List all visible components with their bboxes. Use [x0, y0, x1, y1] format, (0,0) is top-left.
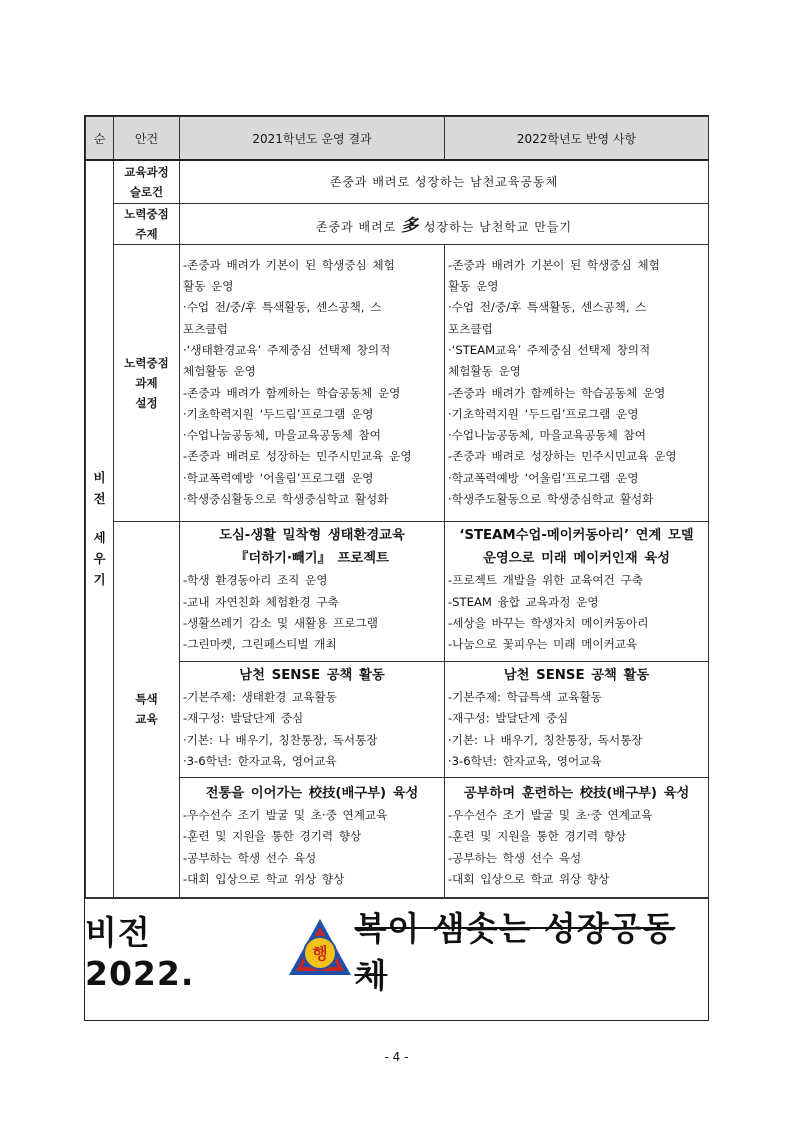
- label-line: 교육: [135, 712, 158, 726]
- task-line: ·학교폭력예방 ‘어울림’프로그램 운영: [448, 470, 639, 485]
- task-line: ·수업나눔공동체, 마을교육공동체 참여: [183, 428, 381, 443]
- block-item: -공부하는 학생 선수 육성: [448, 850, 582, 865]
- block-item: -공부하는 학생 선수 육성: [183, 850, 317, 865]
- label-line: 슬로건: [129, 184, 164, 199]
- special-block1-2021: [180, 521, 445, 661]
- task-line: ·수업 전/중/후 특색활동, 센스공책, 스: [448, 300, 647, 315]
- block-title: 남천 SENSE 공책 활동: [239, 667, 385, 683]
- block-item: -기본주제: 학급특색 교육활동: [448, 689, 602, 704]
- emblem-char: 행: [311, 943, 328, 963]
- special-row-3: [86, 777, 709, 897]
- block-item: -우수선수 조기 발굴 및 초·중 연계교육: [183, 807, 388, 822]
- block-title: 『더하기·빼기』 프로젝트: [235, 551, 389, 567]
- task-line: 체험활동 운영: [183, 364, 256, 379]
- vision-char: 비: [93, 470, 106, 486]
- task-row: [86, 244, 709, 521]
- task-2021: [180, 244, 445, 521]
- block-item: -재구성: 발달단계 중심: [448, 711, 569, 726]
- block-title: 운영으로 미래 메이커인재 육성: [483, 551, 670, 567]
- block-item: ·3-6학년: 한자교육, 영어교육: [183, 753, 337, 768]
- task-line: -존중과 배려로 성장하는 민주시민교육 운영: [448, 449, 677, 464]
- block-item: ·기본: 나 배우기, 칭찬통장, 독서통장: [183, 732, 378, 747]
- block-item: ·3-6학년: 한자교육, 영어교육: [448, 753, 602, 768]
- special-row-2: [86, 661, 709, 777]
- task-line: ·‘STEAM교육’ 주제중심 선택제 창의적: [448, 342, 651, 357]
- header-2021: 2021학년도 운영 결과: [180, 117, 445, 161]
- block-item: -STEAM 융합 교육과정 운영: [448, 594, 599, 609]
- label-line: 특색: [135, 692, 158, 706]
- block-item: -재구성: 발달단계 중심: [183, 711, 304, 726]
- vision-char: 기: [93, 572, 106, 588]
- label-line: 노력중점: [124, 206, 169, 221]
- task-line: ·기초학력지원 ‘두드림’프로그램 운영: [448, 406, 639, 421]
- block-item: -대회 입상으로 학교 위상 향상: [183, 871, 345, 886]
- label-line: 노력중점: [124, 355, 169, 370]
- block-item: -기본주제: 생태환경 교육활동: [183, 689, 337, 704]
- plan-table: [85, 116, 709, 898]
- task-line: -존중과 배려로 성장하는 민주시민교육 운영: [183, 449, 412, 464]
- vision-label-cell: [86, 160, 114, 897]
- header-2022: 2022학년도 반영 사항: [445, 117, 709, 161]
- page-number: - 4 -: [384, 1050, 409, 1064]
- task-line: 활동 운영: [448, 279, 499, 294]
- task-line: ·학생주도활동으로 학생중심학교 활성화: [448, 491, 654, 506]
- focus-row: [86, 203, 709, 244]
- focus-highlight: 多: [401, 216, 420, 236]
- block-item: -학생 환경동아리 조직 운영: [183, 573, 328, 588]
- task-line: -존중과 배려가 기본이 된 학생중심 체험: [448, 257, 660, 272]
- block-item: -우수선수 조기 발굴 및 초·중 연계교육: [448, 807, 653, 822]
- task-line: 활동 운영: [183, 279, 234, 294]
- block-title: ‘STEAM수업-메이커동아리’ 연계 모델: [459, 528, 694, 544]
- header-agenda: 안건: [114, 117, 180, 161]
- task-line: 체험활동 운영: [448, 364, 521, 379]
- block-item: -나눔으로 꽃피우는 미래 메이커교육: [448, 637, 638, 652]
- footer-text-left: 비전 2022.: [85, 912, 195, 993]
- block-item: ·기본: 나 배우기, 칭찬통장, 독서통장: [448, 732, 643, 747]
- task-2022: [445, 244, 709, 521]
- task-line: ·기초학력지원 ‘두드림’프로그램 운영: [183, 406, 374, 421]
- footer-text-right: 복이 샘솟는 성장공동체: [354, 908, 676, 995]
- special-block3-2021: [180, 777, 445, 897]
- task-line: ·수업 전/중/후 특색활동, 센스공책, 스: [183, 300, 382, 315]
- document-table-frame: [84, 115, 709, 1021]
- special-row-1: [86, 521, 709, 661]
- label-line: 설정: [135, 395, 158, 410]
- task-line: 포츠클럽: [448, 321, 493, 336]
- task-line: ·‘생태환경교육’ 주제중심 선택제 창의적: [183, 342, 391, 357]
- block-title: 공부하며 훈련하는 校技(배구부) 육성: [463, 785, 690, 801]
- task-line: ·학교폭력예방 ‘어울림’프로그램 운영: [183, 470, 374, 485]
- block-item: -그린마켓, 그린페스티벌 개최: [183, 637, 337, 652]
- task-label: [114, 244, 180, 521]
- special-block3-2022: [445, 777, 709, 897]
- label-line: 주제: [135, 226, 158, 241]
- special-label: [114, 521, 180, 897]
- vision-char: 우: [93, 551, 106, 567]
- vision-char: 전: [93, 491, 106, 507]
- slogan-row: [86, 160, 709, 203]
- block-title: 남천 SENSE 공책 활동: [503, 667, 650, 683]
- label-line: 교육과정: [124, 164, 169, 179]
- special-block1-2022: [445, 521, 709, 661]
- block-item: -훈련 및 지원을 통한 경기력 향상: [183, 829, 362, 844]
- block-item: -세상을 바꾸는 학생자치 메이커동아리: [448, 616, 649, 630]
- header-row: [86, 117, 709, 161]
- block-item: -대회 입상으로 학교 위상 향상: [448, 871, 610, 886]
- block-title: 도심-생활 밀착형 생태환경교육: [219, 528, 405, 544]
- school-emblem-icon: [287, 917, 353, 983]
- task-line: -존중과 배려가 함께하는 학습공동체 운영: [183, 385, 401, 400]
- slogan-text: 존중과 배려로 성장하는 남천교육공동체: [180, 160, 709, 203]
- vision-char: 세: [93, 530, 106, 546]
- focus-text-before: 존중과 배려로: [315, 220, 402, 234]
- header-number: 순: [86, 117, 114, 161]
- task-line: ·학생중심활동으로 학생중심학교 활성화: [183, 491, 389, 506]
- focus-text-after: 성장하는 남천학교 만들기: [419, 220, 573, 234]
- focus-label: [114, 203, 180, 244]
- block-item: -교내 자연친화 체험환경 구축: [183, 594, 339, 609]
- label-line: 과제: [135, 375, 158, 390]
- block-item: -훈련 및 지원을 통한 경기력 향상: [448, 829, 627, 844]
- block-item: -생활쓰레기 감소 및 새활용 프로그램: [183, 616, 378, 630]
- vision-footer-banner: [85, 898, 708, 1001]
- block-title: 전통을 이어가는 校技(배구부) 육성: [205, 785, 419, 801]
- special-block2-2022: [445, 661, 709, 777]
- slogan-label: [114, 160, 180, 203]
- focus-text: [180, 203, 709, 244]
- task-line: 포츠클럽: [183, 321, 228, 336]
- special-block2-2021: [180, 661, 445, 777]
- task-line: ·수업나눔공동체, 마을교육공동체 참여: [448, 428, 646, 443]
- task-line: -존중과 배려가 기본이 된 학생중심 체험: [183, 257, 395, 272]
- block-item: -프로젝트 개발을 위한 교육여건 구축: [448, 573, 643, 588]
- task-line: -존중과 배려가 함께하는 학습공동체 운영: [448, 385, 666, 400]
